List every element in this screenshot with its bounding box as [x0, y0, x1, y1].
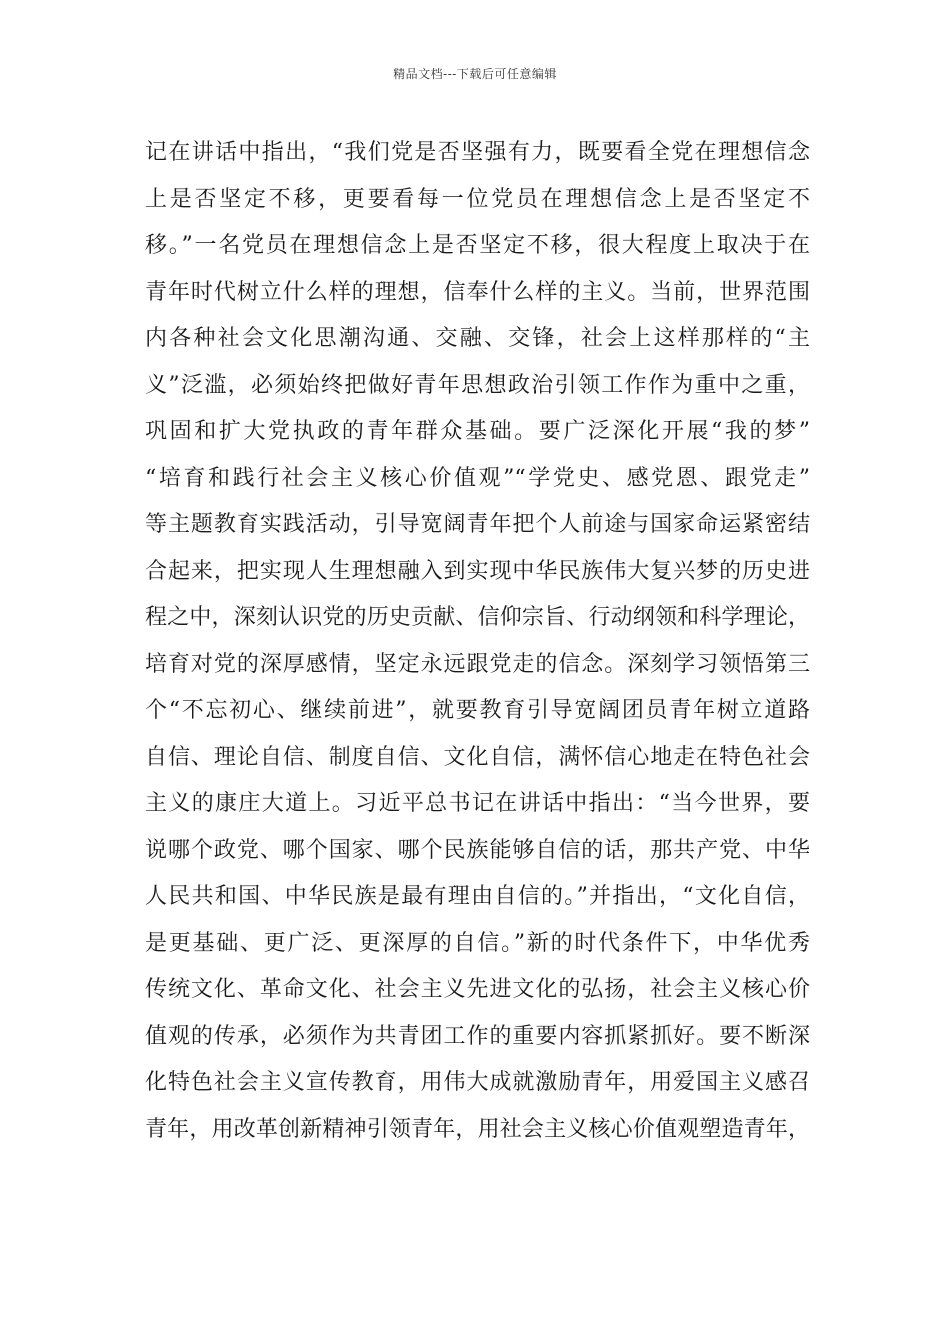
text-line: 义”泛滥，必须始终把做好青年思想政治引领工作作为重中之重，	[145, 372, 810, 398]
page-header: 精品文档---下载后可任意编辑	[393, 67, 557, 81]
text-line: 个“不忘初心、继续前进”，就要教育引导宽阔团员青年树立道路	[145, 698, 810, 723]
text-line: 内各种社会文化思潮沟通、交融、交锋，社会上这样那样的“主	[145, 326, 810, 351]
text-line: 巩固和扩大党执政的青年群众基础。要广泛深化开展“我的梦”	[145, 419, 810, 444]
text-line: 培育对党的深厚感情，坚定永远跟党走的信念。深刻学习领悟第三	[145, 651, 810, 677]
text-line: 是更基础、更广泛、更深厚的自信。”新的时代条件下，中华优秀	[145, 930, 810, 956]
text-line: 自信、理论自信、制度自信、文化自信，满怀信心地走在特色社会	[145, 744, 810, 770]
text-line: 青年，用改革创新精神引领青年，用社会主义核心价值观塑造青年，	[145, 1116, 810, 1142]
text-line: 上是否坚定不移，更要看每一位党员在理想信念上是否坚定不	[145, 186, 810, 212]
text-line: 等主题教育实践活动，引导宽阔青年把个人前途与国家命运紧密结	[145, 512, 810, 537]
text-line: “培育和践行社会主义核心价值观”“学党史、感党恩、跟党走”	[145, 465, 810, 491]
text-line: 人民共和国、中华民族是最有理由自信的。”并指出，“文化自信，	[145, 884, 810, 909]
text-line: 值观的传承，必须作为共青团工作的重要内容抓紧抓好。要不断深	[145, 1023, 810, 1049]
text-line: 移。”一名党员在理想信念上是否坚定不移，很大程度上取决于在	[145, 233, 810, 258]
text-line: 青年时代树立什么样的理想，信奉什么样的主义。当前，世界范围	[145, 279, 810, 305]
text-line: 化特色社会主义宣传教育，用伟大成就激励青年，用爱国主义感召	[145, 1070, 810, 1095]
text-line: 记在讲话中指出，“我们党是否坚强有力，既要看全党在理想信念	[145, 140, 810, 165]
text-line: 程之中，深刻认识党的历史贡献、信仰宗旨、行动纲领和科学理论，	[145, 605, 810, 630]
text-line: 传统文化、革命文化、社会主义先进文化的弘扬，社会主义核心价	[145, 977, 810, 1002]
text-line: 主义的康庄大道上。习近平总书记在讲话中指出：“当今世界，要	[145, 791, 810, 816]
text-line: 合起来，把实现人生理想融入到实现中华民族伟大复兴梦的历史进	[145, 558, 810, 584]
text-line: 说哪个政党、哪个国家、哪个民族能够自信的话，那共产党、中华	[145, 837, 810, 863]
document-body	[145, 130, 810, 1153]
